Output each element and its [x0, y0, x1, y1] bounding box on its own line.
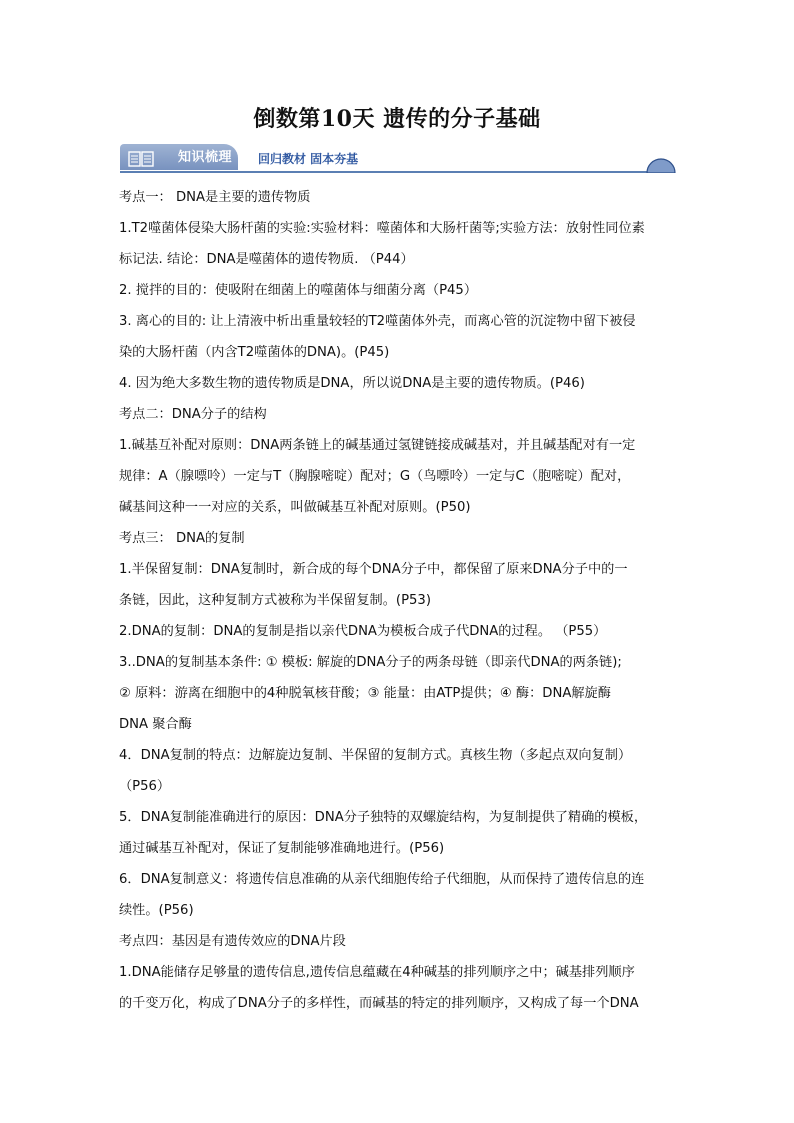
text-line: 碱基间这种一一对应的关系，叫做碱基互补配对原则。(P50): [119, 500, 471, 515]
text-line: 3. 离心的目的: 让上清液中析出重量较轻的T2噬菌体外壳，而离心管的沉淀物中留下被侵: [119, 314, 636, 329]
book-icon: [128, 151, 154, 167]
text-line: 2.DNA的复制：DNA的复制是指以亲代DNA为模板合成子代DNA的过程。 （P55）: [119, 624, 607, 639]
text-line: 考点二：DNA分子的结构: [119, 407, 267, 422]
text-line: 通过碱基互补配对，保证了复制能够准确地进行。(P56): [119, 841, 445, 856]
text-line: 1.DNA能储存足够量的遗传信息,遗传信息蕴藏在4种碱基的排列顺序之中；碱基排列顺序: [119, 965, 635, 980]
text-line: 规律：A（腺嘌呤）一定与T（胸腺嘧啶）配对；G（鸟嘌呤）一定与C（胞嘧啶）配对，: [119, 469, 631, 484]
text-line: 3..DNA的复制基本条件: ① 模板: 解旋的DNA分子的两条母链（即亲代DNA的两条链);: [119, 655, 622, 670]
text-line: 染的大肠杆菌（内含T2噬菌体的DNA)。(P45): [119, 345, 390, 360]
text-line: 5．DNA复制能准确进行的原因：DNA分子独特的双螺旋结构，为复制提供了精确的模板，: [119, 810, 648, 825]
dome-icon: [646, 154, 676, 173]
text-line: 6．DNA复制意义：将遗传信息准确的从亲代细胞传给子代细胞，从而保持了遗传信息的连: [119, 872, 645, 887]
page-title: 倒数第10天 遗传的分子基础: [253, 106, 541, 132]
text-line: 续性。(P56): [119, 903, 194, 918]
banner-tag: [120, 144, 238, 170]
text-line: 考点四：基因是有遗传效应的DNA片段: [119, 934, 346, 949]
banner-tag-label: 知识梳理: [178, 150, 233, 165]
text-line: 的千变万化，构成了DNA分子的多样性，而碱基的特定的排列顺序，又构成了每一个DNA: [119, 996, 639, 1011]
text-line: 条链，因此，这种复制方式被称为半保留复制。(P53): [119, 593, 431, 608]
text-line: 考点一： DNA是主要的遗传物质: [119, 190, 311, 205]
text-line: 1.T2噬菌体侵染大肠杆菌的实验:实验材料：噬菌体和大肠杆菌等;实验方法：放射性同位素: [119, 221, 645, 236]
banner-subtitle: 回归教材 固本夯基: [258, 152, 359, 166]
text-line: 1.碱基互补配对原则：DNA两条链上的碱基通过氢键链接成碱基对，并且碱基配对有一定: [119, 438, 636, 453]
text-line: 考点三： DNA的复制: [119, 531, 245, 546]
document-body: [119, 182, 689, 1019]
text-line: 4．DNA复制的特点：边解旋边复制、半保留的复制方式。真核生物（多起点双向复制）: [119, 748, 632, 763]
text-line: ② 原料：游离在细胞中的4种脱氧核苷酸；③ 能量：由ATP提供；④ 酶：DNA解旋酶: [119, 686, 611, 701]
text-line: 2. 搅拌的目的：使吸附在细菌上的噬菌体与细菌分离（P45）: [119, 283, 478, 298]
text-line: 1.半保留复制：DNA复制时，新合成的每个DNA分子中，都保留了原来DNA分子中的一: [119, 562, 628, 577]
section-banner: [120, 142, 676, 176]
text-line: 4. 因为绝大多数生物的遗传物质是DNA，所以说DNA是主要的遗传物质。(P46): [119, 376, 585, 391]
banner-rule: [120, 171, 654, 173]
text-line: （P56）: [119, 779, 171, 794]
text-line: DNA 聚合酶: [119, 717, 192, 732]
text-line: 标记法. 结论：DNA是噬菌体的遗传物质. （P44）: [119, 252, 414, 267]
